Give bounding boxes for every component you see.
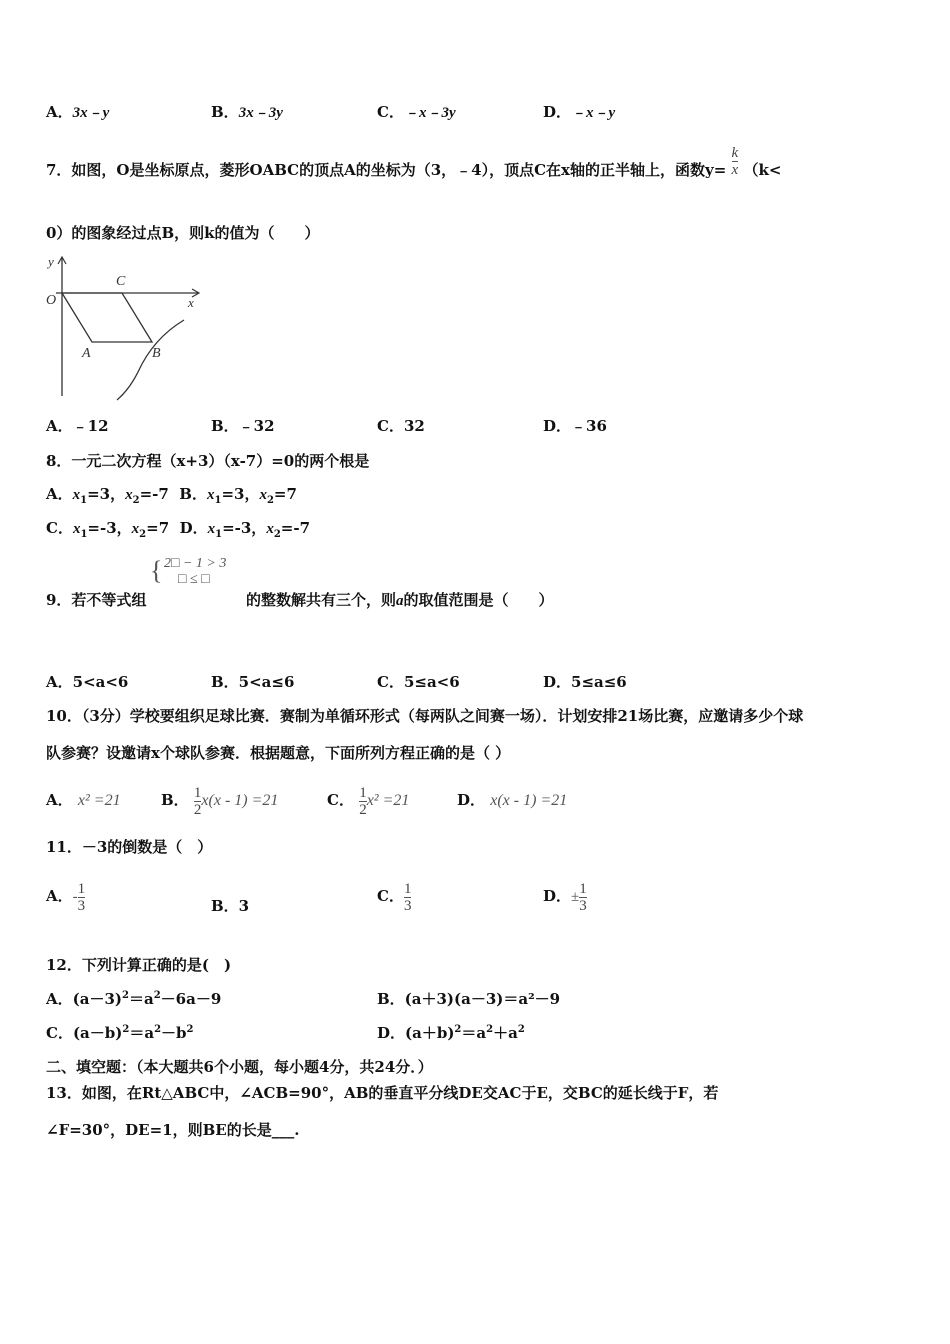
q7-option-d: D．﹣36: [543, 417, 607, 435]
q8-options-ab: A．$x_1=3$，$x_2=-7$ B．$x_1=3$，$x_2=7$: [46, 485, 297, 506]
q10-option-a: A． x² =21: [46, 791, 121, 809]
q7-figure: [44, 254, 204, 402]
q11-stem: 11．－3的倒数是（ ）: [46, 838, 213, 856]
label-b: B: [152, 346, 161, 361]
q12-option-b: B．(a＋3)(a－3)＝a²－9: [377, 990, 561, 1008]
q9-stem-a: 9．若不等式组: [46, 591, 147, 609]
q9-option-b: B．5<a≤6: [211, 673, 295, 691]
label-x: x: [188, 295, 194, 310]
q6-option-d: D．﹣x﹣y: [543, 103, 616, 121]
q10-option-c: C． $\frac{1}{2}$ x² =21: [327, 784, 410, 818]
q8-options-cd: C．$x_1=-3$，$x_2=7$ D．$x_1=-3$，$x_2=-7$: [46, 519, 311, 540]
q9-option-a: A．5<a<6: [46, 673, 129, 691]
q6-option-b: B．3x﹣3y: [211, 103, 283, 121]
q6-option-a: A．3x﹣y: [46, 103, 110, 121]
q10-stem-line2: 队参赛？设邀请x个球队参赛．根据题意，下面所列方程正确的是（ ）: [46, 744, 511, 762]
q13-stem-line2: ∠F=30°，DE=1，则BE的长是___.: [46, 1121, 300, 1139]
label-o: O: [46, 293, 57, 308]
q11-option-d: D．± $\frac{1}{3}$: [543, 880, 587, 914]
q13-stem-line1: 13．如图，在Rt△ABC中，∠ACB=90°，AB的垂直平分线DE交AC于E，交BC的延长线于F，若: [46, 1084, 719, 1102]
q9-option-d: D．5≤a≤6: [543, 673, 627, 691]
brace-icon: {: [150, 556, 163, 585]
label-c: C: [116, 274, 126, 289]
q6-option-c: C．﹣x﹣3y: [377, 103, 456, 121]
q7-fraction: $\frac{k}{x}$: [731, 144, 739, 178]
q9-inequality-system: { 2□ − 1 > 3 □ ≤ □: [150, 556, 227, 587]
q7-option-b: B．﹣32: [211, 417, 275, 435]
q11-option-b: B．3: [211, 897, 250, 915]
q12-option-a: A．$(a-3)^2=a^2-6a-9$: [46, 990, 222, 1008]
q12-option-d: D．$(a+b)^2=a^2+a^2$: [377, 1024, 525, 1042]
q9-option-c: C．5≤a<6: [377, 673, 460, 691]
rhombus-oabc: [62, 293, 152, 342]
label-a: A: [82, 346, 91, 361]
section-fill-in-heading: 二、填空题：（本大题共6个小题，每小题4分，共24分．）: [46, 1058, 433, 1076]
hyperbola-curve: [117, 320, 184, 400]
q10-stem-line1: 10．（3分）学校要组织足球比赛．赛制为单循环形式（每两队之间赛一场）．计划安排21场比赛，应邀请多少个球: [46, 707, 804, 725]
q11-option-a: A．- $\frac{1}{3}$: [46, 880, 86, 914]
q11-option-c: C． $\frac{1}{3}$: [377, 880, 412, 914]
q10-option-d: D． x(x - 1) =21: [457, 791, 568, 809]
q10-option-b: B． $\frac{1}{2}$ x(x - 1) =21: [161, 784, 279, 818]
q7-stem-line2: 0）的图象经过点B，则k的值为（ ）: [46, 224, 320, 242]
q7-option-a: A．﹣12: [46, 417, 109, 435]
q7-stem-line1: 7．如图，O是坐标原点，菱形OABC的顶点A的坐标为（3，﹣4），顶点C在x轴的正半轴上，函数y= $\frac{k}{x}$ （k<: [46, 144, 782, 179]
q12-option-c: C．$(a-b)^2=a^2-b^2$: [46, 1024, 194, 1042]
q12-stem: 12．下列计算正确的是( ): [46, 956, 232, 974]
q8-stem: 8．一元二次方程（x+3）（x-7）=0的两个根是: [46, 452, 370, 470]
q7-option-c: C．32: [377, 417, 425, 435]
q9-stem-b: 的整数解共有三个，则a的取值范围是（ ）: [246, 591, 554, 609]
label-y: y: [48, 254, 54, 269]
